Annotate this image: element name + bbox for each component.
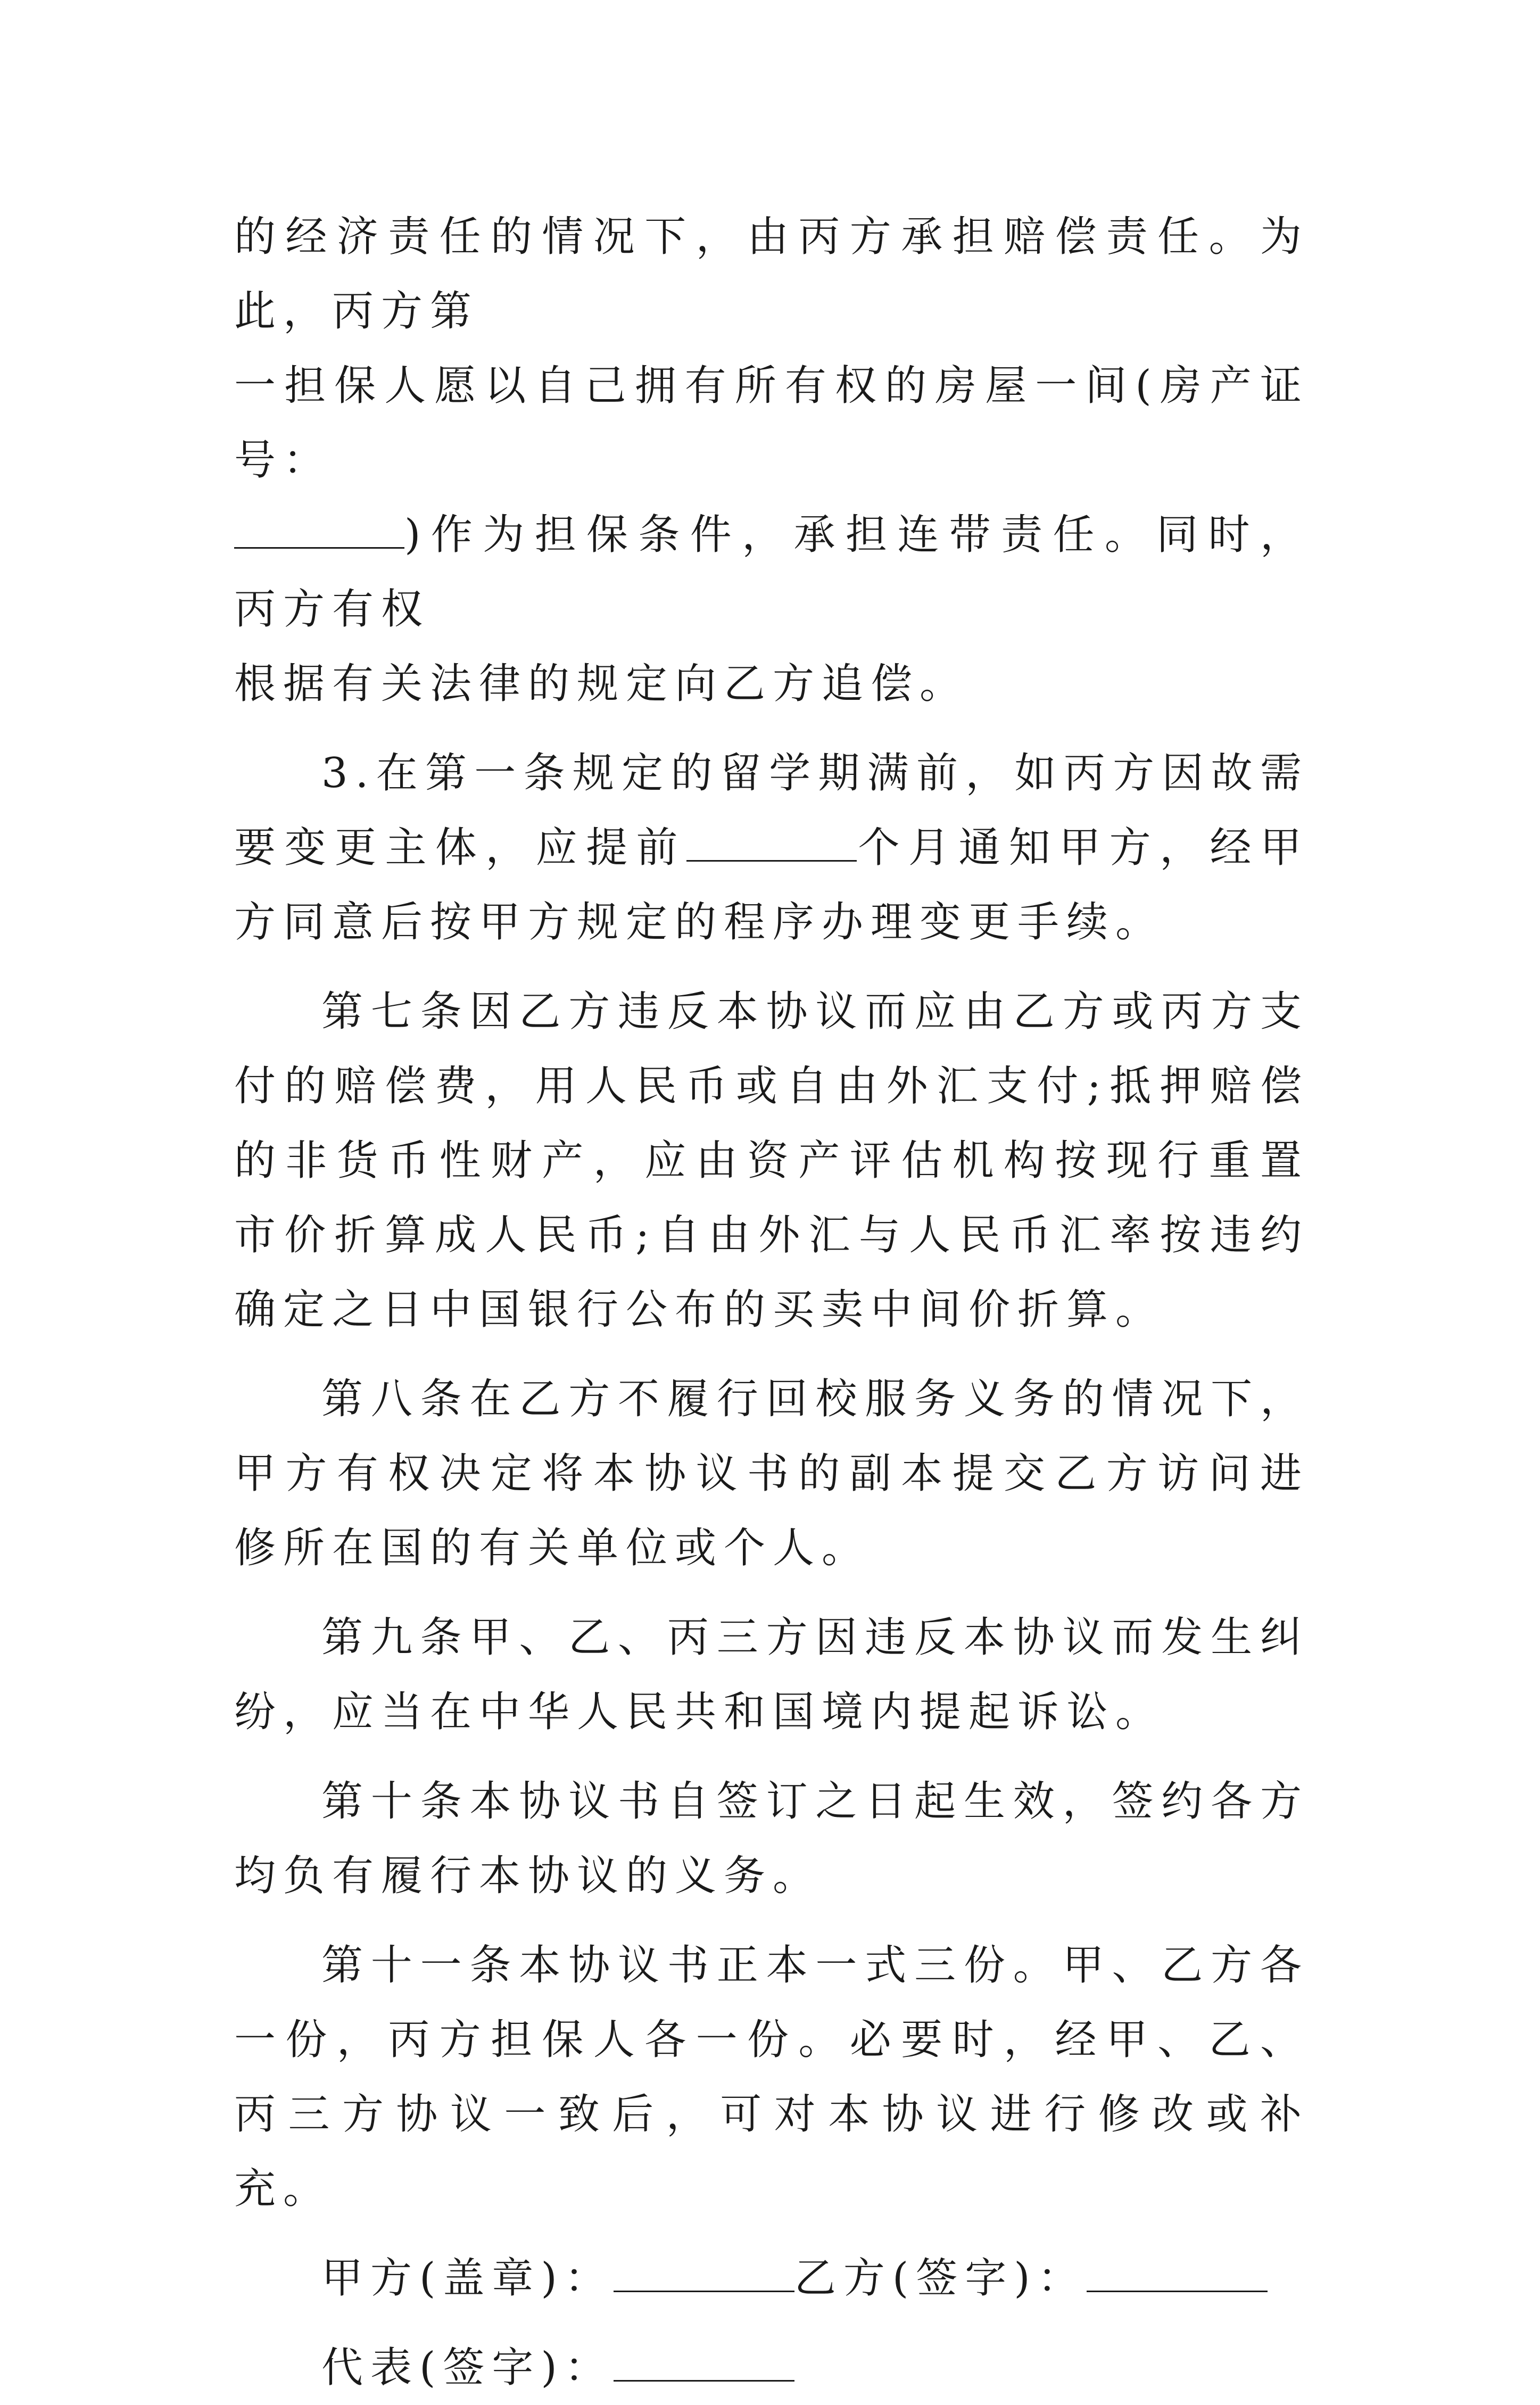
text-line: 根据有关法律的规定向乙方追偿。 bbox=[234, 660, 969, 708]
signature-row-representative bbox=[234, 2330, 1309, 2405]
months-notice-blank bbox=[686, 823, 857, 862]
paragraph-continuation bbox=[234, 200, 1309, 721]
signature-row-parties bbox=[234, 2241, 1309, 2316]
text-fragment: 3.在第一条规定的留学期满前，如丙方因故需要变更主体，应提前 bbox=[234, 749, 1309, 872]
paragraph-article-7: 第七条因乙方违反本协议而应由乙方或丙方支付的赔偿费，用人民币或自由外汇支付;抵押赔偿的非货币性财产，应由资产评估机构按现行重置市价折算成人民币;自由外汇与人民币汇率按违约确定之日中国银行公布的买卖中间价折算。 bbox=[234, 988, 1309, 1334]
text-line: 一担保人愿以自己拥有所有权的房屋一间(房产证号： bbox=[234, 362, 1309, 484]
paragraph-article-11: 第十一条本协议书正本一式三份。甲、乙方各一份，丙方担保人各一份。必要时，经甲、乙、丙三方协议一致后，可对本协议进行修改或补充。 bbox=[234, 1941, 1309, 2213]
paragraph-article-8: 第八条在乙方不履行回校服务义务的情况下，甲方有权决定将本协议书的副本提交乙方访问进修所在国的有关单位或个人。 bbox=[234, 1375, 1309, 1572]
document-body bbox=[234, 200, 1309, 2405]
paragraph-clause-3 bbox=[234, 736, 1309, 960]
representative-signature-blank bbox=[614, 2343, 794, 2382]
property-cert-blank bbox=[234, 510, 404, 549]
party-a-label: 甲方(盖章)： bbox=[321, 2254, 614, 2302]
text-line: 的经济责任的情况下，由丙方承担赔偿责任。为此，丙方第 bbox=[234, 213, 1309, 335]
paragraph-article-10: 第十条本协议书自签订之日起生效，签约各方均负有履行本协议的义务。 bbox=[234, 1778, 1309, 1900]
text-fragment: 个月通知甲方，经甲方同意后按甲方规定的程序办理变更手续。 bbox=[234, 824, 1309, 946]
representative-label: 代表(签字)： bbox=[321, 2344, 614, 2392]
text-fragment: )作为担保条件，承担连带责任。同时，丙方有权 bbox=[234, 511, 1309, 633]
paragraph-article-9: 第九条甲、乙、丙三方因违反本协议而发生纠纷，应当在中华人民共和国境内提起诉讼。 bbox=[234, 1614, 1309, 1736]
party-b-signature-blank bbox=[1087, 2253, 1268, 2292]
party-a-signature-blank bbox=[614, 2253, 794, 2292]
party-b-label: 乙方(签字)： bbox=[794, 2254, 1087, 2302]
text-line bbox=[234, 498, 1309, 647]
